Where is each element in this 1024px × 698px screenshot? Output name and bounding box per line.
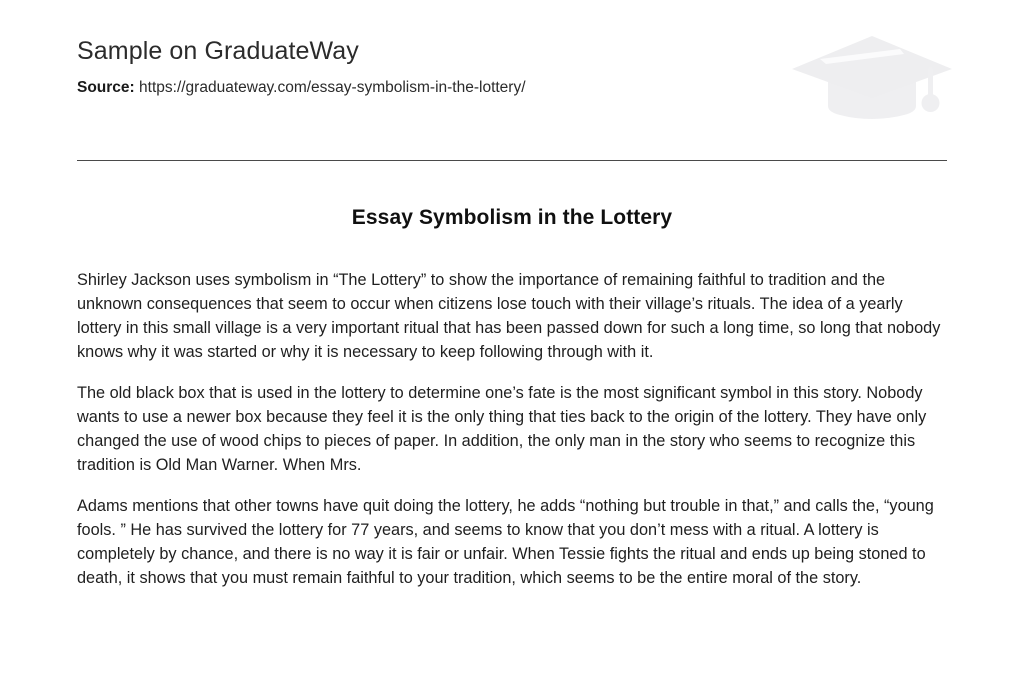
header-divider bbox=[77, 160, 947, 161]
paragraph: The old black box that is used in the lottery to determine one’s fate is the most significant symbol in this story. Nobody wants to use a newer box because they feel it is the only thing that ties back to the origin of the lottery. They have only changed the use of wood chips to pieces of paper. In addition, the only man in the story who seems to recognize this tradition is Old Man Warner. When Mrs. bbox=[77, 384, 927, 474]
graduation-cap-icon bbox=[780, 22, 960, 122]
page-title: Essay Symbolism in the Lottery bbox=[351, 206, 673, 229]
source-url[interactable]: https://graduateway.com/essay-symbolism-in-the-lottery/ bbox=[139, 79, 526, 96]
essay-body bbox=[77, 268, 943, 590]
source-label: Source: bbox=[77, 79, 135, 96]
site-title: Sample on GraduateWay bbox=[77, 37, 359, 65]
paragraph: Shirley Jackson uses symbolism in “The Lottery” to show the importance of remaining faithful to tradition and the unknown consequences that seem to occur when citizens lose touch with their village’s rituals. The idea of a yearly lottery in this small village is a very important ritual that has been passed down for such a long time, so long that nobody knows why it was started or why it is necessary to keep following through with it. bbox=[77, 271, 941, 361]
document-header bbox=[77, 36, 777, 98]
paragraph: Adams mentions that other towns have quit doing the lottery, he adds “nothing but trouble in that,” and calls the, “young fools. ” He has survived the lottery for 77 years, and seems to know that you don’t mess with a ritual. A lottery is completely by chance, and there is no way it is fair or unfair. When Tessie fights the ritual and ends up being stoned to death, it shows that you must remain faithful to your tradition, which seems to be the entire moral of the story. bbox=[77, 497, 934, 587]
source-line bbox=[77, 66, 777, 98]
